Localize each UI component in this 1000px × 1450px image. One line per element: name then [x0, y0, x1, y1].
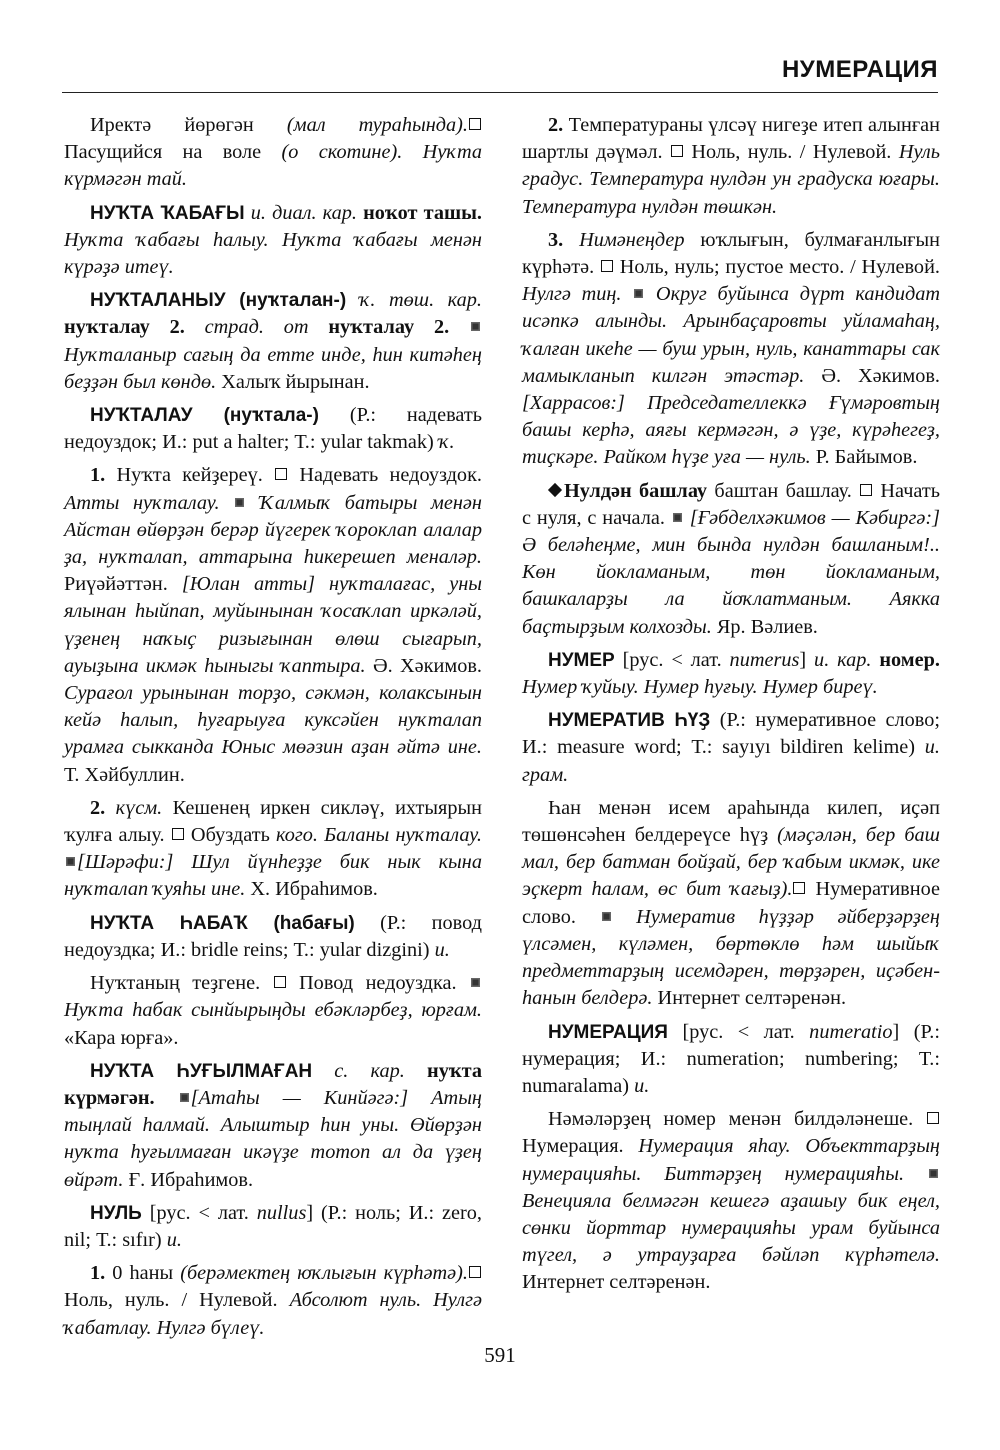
entry-nukta-kabagy [64, 200, 482, 282]
entry-nuktalanyu [64, 287, 482, 396]
gloss: (берәмектең юҡлығын күрһәтә). [180, 1262, 468, 1285]
open-square-icon [793, 882, 805, 894]
example: Баланы нуҡталау. [317, 824, 483, 847]
definition: Һан менән исем араһында килеп, иҫәп төшөнсәһен белдереүсе һүҙ [522, 796, 940, 847]
headword: НУҠТА ҺАБАҠ (һабағы) [90, 912, 355, 934]
definition: 0 һаны [105, 1262, 181, 1285]
open-square-icon [469, 118, 481, 130]
header-title: НУМЕРАЦИЯ [781, 56, 938, 83]
filled-square-icon [471, 322, 480, 331]
headword: НУМЕРАТИВ ҺҮҘ [548, 710, 711, 732]
filled-square-icon [634, 289, 643, 298]
sense-number: 3. [548, 228, 564, 251]
open-square-icon [469, 1266, 481, 1278]
gloss: (о скотине). [281, 141, 403, 164]
translation: Нумерация. [522, 1135, 639, 1158]
open-square-icon [927, 1112, 939, 1124]
cross-reference: нуҡталау 2. [328, 316, 450, 339]
translation: Обуздать [184, 824, 276, 847]
translation: Повод недоуздка. [286, 972, 469, 995]
translations: (Р.: нумеративное слово; И.: measure word; Т.: sayıyı bildiren kelime) [522, 709, 941, 759]
etymology-close: ] [799, 648, 815, 671]
source: Т. Хәйбуллин. [64, 763, 185, 786]
definition: юҡлығын, булмағанлығын күрһәтә. [522, 228, 940, 279]
entry-numer [522, 647, 940, 701]
sense-number: 1. [90, 1262, 106, 1285]
headword: НУМЕР [548, 649, 615, 671]
diamond-icon [548, 483, 562, 497]
quotation: Ҡалмыҡ батыры менән Айстан өйөрҙән берәр йүгерек ҡороклап алалар ҙа, нуҡталап, аттарына һикерешеп меналәр. [64, 491, 482, 569]
definition: Нуҡта кейҙереү. [105, 464, 275, 487]
definition: Кешенең иркен сикләү, ихтыярын ҡулға алыу. [64, 796, 482, 847]
definition: Нуҡтаның теҙгене. [90, 972, 273, 995]
translation: Пасущийся на воле [64, 141, 282, 164]
definition: баштан башлау. [707, 479, 860, 502]
headword: НУЛЬ [90, 1202, 142, 1224]
open-square-icon [275, 468, 287, 480]
translation: Нумеративное слово. [522, 878, 940, 928]
sense-2 [64, 795, 482, 904]
quotation: Округ буйынса дүрт кандидат исәпкә алынды. Арынбаҫаровты уйламаһаң, ҡалған икеһе — буш урын, нуль, канаттары сак мамыкланып килгән этәстәр. [522, 283, 941, 387]
definition: Температураны үлсәү нигеҙе итеп алынған шартлы дәүмәл. [522, 114, 940, 164]
quotation: Нуҡта һабак сынйырыңды ебәкләрбеҙ, юрғам. [64, 999, 482, 1022]
idiom: Нулдән башлау [564, 479, 708, 502]
etymon: numeratio [809, 1020, 893, 1043]
filled-square-icon [180, 1093, 189, 1102]
example: Абсолют нуль. Нулгә ҡабатлау. Нулгә бүлеү. [64, 1289, 482, 1339]
headword: НУҠТА ҺУҒЫЛМАҒАН [90, 1060, 313, 1082]
sense-number: 1. [90, 464, 106, 487]
filled-square-icon [235, 498, 244, 507]
entry-nukta-habak-definition [64, 970, 482, 1052]
sense-1-nul [64, 1260, 482, 1342]
translations: (Р.: надевать недоуздок; И.: put a halter; Т.: yular takmak) [64, 404, 482, 454]
translation: Надевать недоуздок. [288, 464, 482, 487]
quotation: Венецияла белмәгән кешегә аҙашыу бик еңел, сөнки йорттар нумерацияһы урам буйынса түгел, ә утрауҙарға бәйләп күрһәтелә. [522, 1189, 940, 1267]
etymon: nullus [256, 1201, 307, 1224]
translation: Ноль, нуль. / Нулевой. [683, 141, 899, 164]
gloss: (мәҫәлән, бер баш мал, бер батман бойҙай, бер ҡабым икмәк, ике эҫкерт һалам, өс бит ҡағыҙ). [522, 824, 940, 901]
headword: НУҠТАЛАНЫУ (нуҡталан-) [90, 290, 347, 312]
grammar-label: күсм. [105, 796, 163, 819]
sense-number: 2. [90, 796, 106, 819]
entry-numerativ-definition [522, 795, 940, 1013]
gloss: (мал тураһында). [286, 114, 468, 136]
open-square-icon [172, 828, 184, 840]
sense-number: 2. [548, 114, 564, 136]
grammar-label: ҡ. [438, 431, 455, 454]
quotation: Нумератив һүҙҙәр әйберҙәрҙең үлсәмен, күләмен, бөртөклө һәм шыйыҡ предметтарҙың исемдәрен, төрҙәрен, иҫәбен-һанын белдерә. [522, 905, 940, 1010]
filled-square-icon [929, 1169, 938, 1178]
quotation: [Харрасов:] Председателлеккә Ғүмәровтың башы керһә, аяғы кермәгән, ә үҙе, күрәһегеҙ, тиҫкәре. Райком һүҙе уға — нуль. [522, 392, 940, 469]
filled-square-icon [673, 513, 682, 522]
open-square-icon [274, 976, 286, 988]
translations: ] (Р.: ноль; И.: zero, nil; Т.: sıfır) [64, 1201, 482, 1251]
example: Нулгә тиң. [522, 283, 622, 306]
entry-numeratsiya [522, 1019, 940, 1101]
quotation: [Юлан атты] нуҡталағас, уны ялынан һыйпап, муйынынан ҡосаҡлап иркәләй, үҙенең наҡыҫ ризығынан өлөш сығарып, ауыҙына икмәк һыныгы ҡаптыра. [64, 573, 483, 677]
source: Яр. Вәлиев. [711, 615, 818, 638]
etymology: [рус. < лат. [667, 1020, 810, 1043]
filled-square-icon [602, 912, 611, 921]
definition-italic: Нимәнеңдер [563, 228, 685, 251]
example: Нуҡта күрмәгән тай. [64, 141, 483, 191]
entry-numerativ-huz [522, 707, 940, 789]
definition: Нәмәләрҙең номер менән билдәләнеше. [548, 1108, 926, 1131]
filled-square-icon [66, 857, 75, 866]
source: Ғ. Ибраһимов. [123, 1168, 254, 1191]
source: «Кара юрға». [64, 1026, 179, 1049]
text: Иректә йөрөгән [90, 114, 287, 136]
translation: Начать с нуля, с начала. [522, 479, 940, 529]
quotation: Сурағол урынынан торҙо, сәкмән, колаксынын кейә һалып, һуғарыуға куксәйен нуҡталап урамға сыкканда Юныс мөәзин аҙан әйтә ине. [64, 682, 482, 759]
etymology: [рус. < лат. [141, 1201, 257, 1224]
cross-reference: номер. [871, 648, 940, 671]
grammar-label: кого. [276, 824, 318, 847]
grammar-label: и. [634, 1074, 650, 1097]
translation: Ноль, нуль; пустое место. / Нулевой. [614, 256, 940, 279]
grammar-label: и. грам. [522, 736, 940, 786]
source: Интернет селтәренән. [522, 1271, 711, 1294]
quotation: [Шәрәфи:] Шул йүнһеҙҙе бик нык кына нуҡталап ҡуяһы ине. [64, 851, 482, 901]
headword: НУҠТАЛАУ (нуҡтала-) [90, 405, 319, 427]
filled-square-icon [471, 978, 480, 987]
open-square-icon [860, 484, 872, 496]
cross-reference: нуҡталау 2. [64, 316, 185, 339]
grammar-label: страд. от [184, 316, 329, 339]
source: Риүәйәттән. [64, 573, 182, 596]
open-square-icon [601, 260, 613, 272]
example: Нумерация яһау. Объекттарҙың нумерацияһы. Биттәрҙең нумерацияһы. [522, 1135, 940, 1185]
quotation: [Атаһы — Кинйәгә:] Атың тыңлай һалмай. Алыштыр һин уны. Өйөрҙән нуҡта һуғылмаған икәүҙе тотоп ал да үҙең өйрәт. [64, 1086, 482, 1191]
sense-2-nul [522, 112, 940, 221]
grammar-label: и. кар. [814, 648, 872, 671]
grammar-label: и. диал. кар. [244, 201, 364, 224]
cross-reference: нуҡта күрмәгән. [64, 1059, 482, 1109]
source: Интернет селтәренән. [652, 987, 847, 1010]
headword: НУМЕРАЦИЯ [548, 1021, 668, 1043]
etymology: [рус. < лат. [614, 648, 730, 671]
left-column [64, 112, 482, 1348]
sense-3-nul [522, 227, 940, 472]
translations: ] (Р.: нумерация; И.: numeration; numbering; Т.: numaralama) [522, 1020, 940, 1097]
source: Х. Ибраһимов. [245, 878, 378, 901]
right-column [522, 112, 940, 1303]
example: Нуҡта ҡабағы һалыу. Нуҡта ҡабағы менән күрәҙә итеү. [64, 228, 482, 279]
open-square-icon [671, 145, 683, 157]
source: Ә. Хәкимов. [365, 654, 482, 677]
entry-numeratsiya-definition [522, 1106, 940, 1296]
quotation: Нуҡталаныр сағың да етте инде, һин китәһең беҙҙән был көндө. [64, 343, 482, 393]
grammar-label: ҡ. төш. кар. [346, 289, 483, 312]
source: Халыҡ йырынан. [216, 370, 370, 393]
sense-1 [64, 462, 482, 788]
source: Ә. Хәкимов. [804, 364, 940, 387]
idiom-nuldan-bashlau [522, 478, 940, 641]
grammar-label: и. [166, 1228, 182, 1251]
etymon: numerus [729, 648, 800, 671]
translation: Ноль, нуль. / Нулевой. [64, 1289, 290, 1312]
example: Нуль градус. Температура нулдән ун градуска юғары. Температура нулдән төшкән. [522, 141, 940, 218]
entry-nuktalau [64, 402, 482, 456]
running-header [62, 52, 938, 93]
entry-continuation [64, 112, 482, 194]
quotation: [Ғәбделхәкимов — Кәбиргә:] Ә беләһеңме, мин бында нулдән башланым!.. Көн йокламаным, төн йокламаным, башкаларҙы ла йоҡлатманым. Аякка баҫтырҙым колхозды. [522, 506, 940, 638]
cross-reference: ноҡот ташы. [363, 201, 482, 224]
example: Нумер ҡуйыу. Нумер һуғыу. Нумер биреү. [522, 676, 878, 699]
headword: НУҠТА ҠАБАҒЫ [90, 202, 245, 224]
grammar-label: с. кар. [312, 1059, 428, 1082]
translations: (Р.: повод недоуздка; И.: bridle reins; Т.: yular dizgini) [64, 911, 482, 961]
entry-nul [64, 1200, 482, 1254]
entry-nukta-hugylmagan [64, 1058, 482, 1194]
page-number: 591 [484, 1343, 516, 1367]
example: Атты нуҡталау. [64, 491, 220, 514]
source: Р. Байымов. [810, 446, 918, 469]
grammar-label: и. [434, 938, 450, 961]
entry-nukta-habak [64, 910, 482, 964]
